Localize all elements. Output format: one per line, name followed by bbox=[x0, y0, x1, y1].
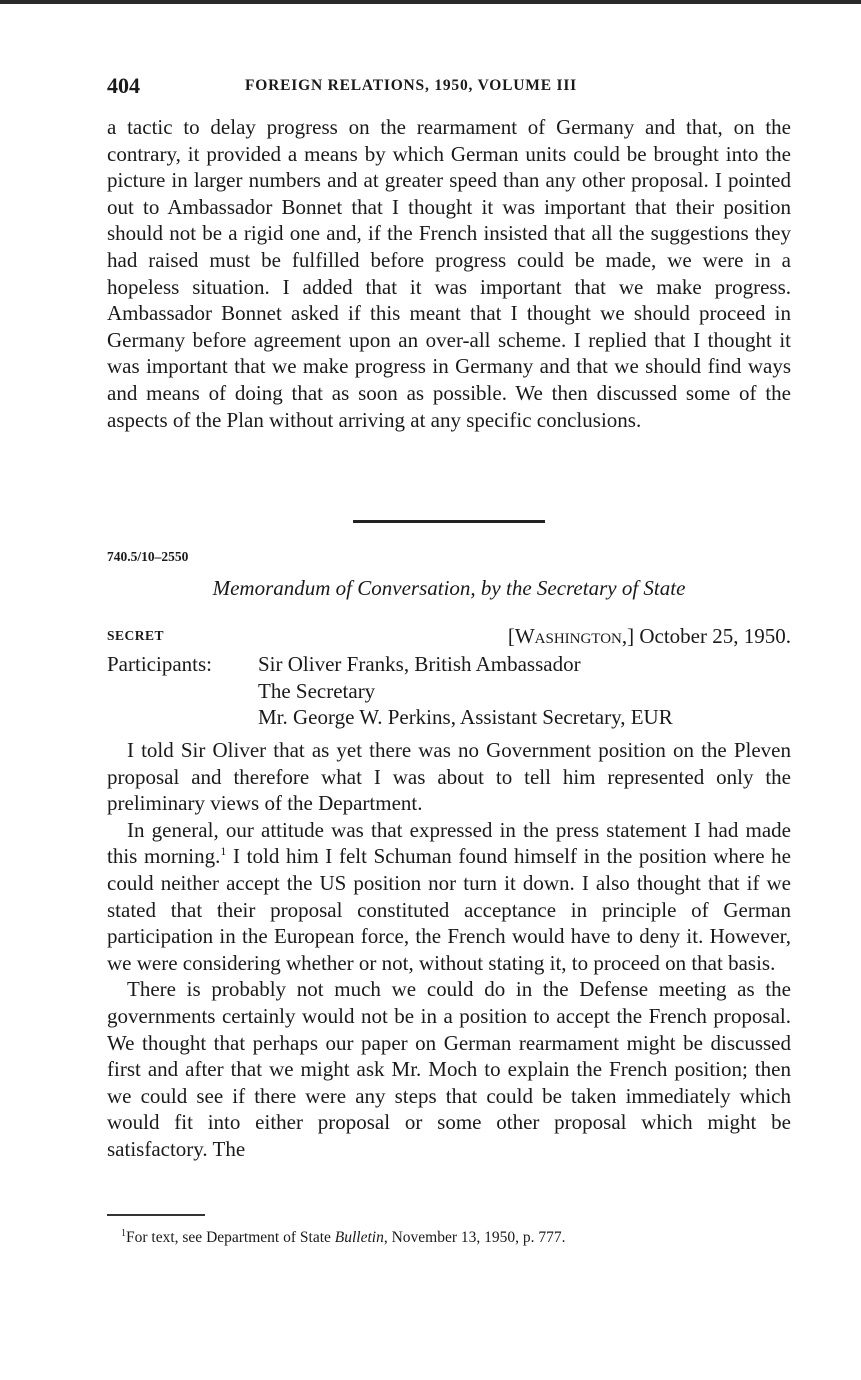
running-head: FOREIGN RELATIONS, 1950, VOLUME III bbox=[245, 77, 577, 94]
memo-body bbox=[107, 737, 791, 1163]
footnote bbox=[121, 1229, 566, 1247]
footnote-text: For text, see Department of State bbox=[126, 1229, 335, 1246]
participants-list bbox=[258, 651, 673, 731]
participant: Sir Oliver Franks, British Ambassador bbox=[258, 652, 581, 676]
participant: Mr. George W. Perkins, Assistant Secretary, EUR bbox=[258, 705, 673, 730]
body-paragraph: I told Sir Oliver that as yet there was no Government position on the Pleven proposal and therefore what I was about to tell him represented only the preliminary views of the Department. bbox=[107, 738, 791, 816]
body-paragraph bbox=[107, 817, 791, 977]
page-header bbox=[107, 73, 797, 103]
continued-text-block bbox=[107, 114, 791, 433]
continued-paragraph: a tactic to delay progress on the rearmament of Germany and that, on the contrary, it provided a means by which German units could be brought into the picture in larger numbers and at greater speed than any other proposal. I pointed out to Ambassador Bonnet that I thought it was important that their position should not be a rigid one and, if the French insisted that all the suggestions they had raised must be fulfilled before progress could be made, we were in a hopeless situation. I added that it was important that we make progress. Ambassador Bonnet asked if this meant that I thought we should proceed in Germany before agreement upon an over-all scheme. I replied that I thought it was important that we make progress in Germany and that we should find ways and means of doing that as soon as possible. We then discussed some of the aspects of the Plan without arriving at any specific conclusions. bbox=[107, 115, 791, 432]
document-title: Memorandum of Conversation, by the Secretary of State bbox=[212, 576, 686, 600]
classification-label: SECRET bbox=[107, 628, 165, 643]
page-number: 404 bbox=[107, 73, 140, 98]
section-divider bbox=[353, 520, 545, 523]
paragraph-text: I told him I felt Schuman found himself in the position where he could neither accept the US position nor turn it down. I also thought that if we stated that their proposal constituted acceptance in principle of German participation in the European force, the French would have to deny it. However, we were considering whether or not, without stating it, to proceed on that basis. bbox=[107, 844, 791, 975]
place-date bbox=[508, 624, 791, 649]
footnote-divider bbox=[107, 1214, 205, 1216]
footnote-text: , November 13, 1950, p. 777. bbox=[383, 1229, 566, 1246]
paragraph-text: In general, our attitude was that expressed in the press statement I had made this morning. bbox=[107, 817, 791, 869]
file-number: 740.5/10–2550 bbox=[107, 549, 189, 564]
participants-label: Participants: bbox=[107, 652, 212, 676]
date: October 25, 1950. bbox=[639, 624, 791, 648]
classification-row bbox=[107, 624, 791, 652]
place: [Washington,] bbox=[507, 624, 635, 648]
top-border bbox=[0, 0, 861, 4]
participant: The Secretary bbox=[258, 678, 376, 703]
body-paragraph: There is probably not much we could do in the Defense meeting as the governments certainly would not be in a position to accept the French proposal. We thought that perhaps our paper on German rearmament might be discussed first and after that we might ask Mr. Moch to explain the French position; then we could see if there were any steps that could be taken immediately which would fit into either proposal or some other proposal which might be satisfactory. The bbox=[107, 977, 791, 1161]
footnote-italic-title: Bulletin bbox=[334, 1229, 384, 1246]
footnote-reference: 1 bbox=[220, 844, 227, 859]
footnote-marker: 1 bbox=[121, 1227, 126, 1239]
